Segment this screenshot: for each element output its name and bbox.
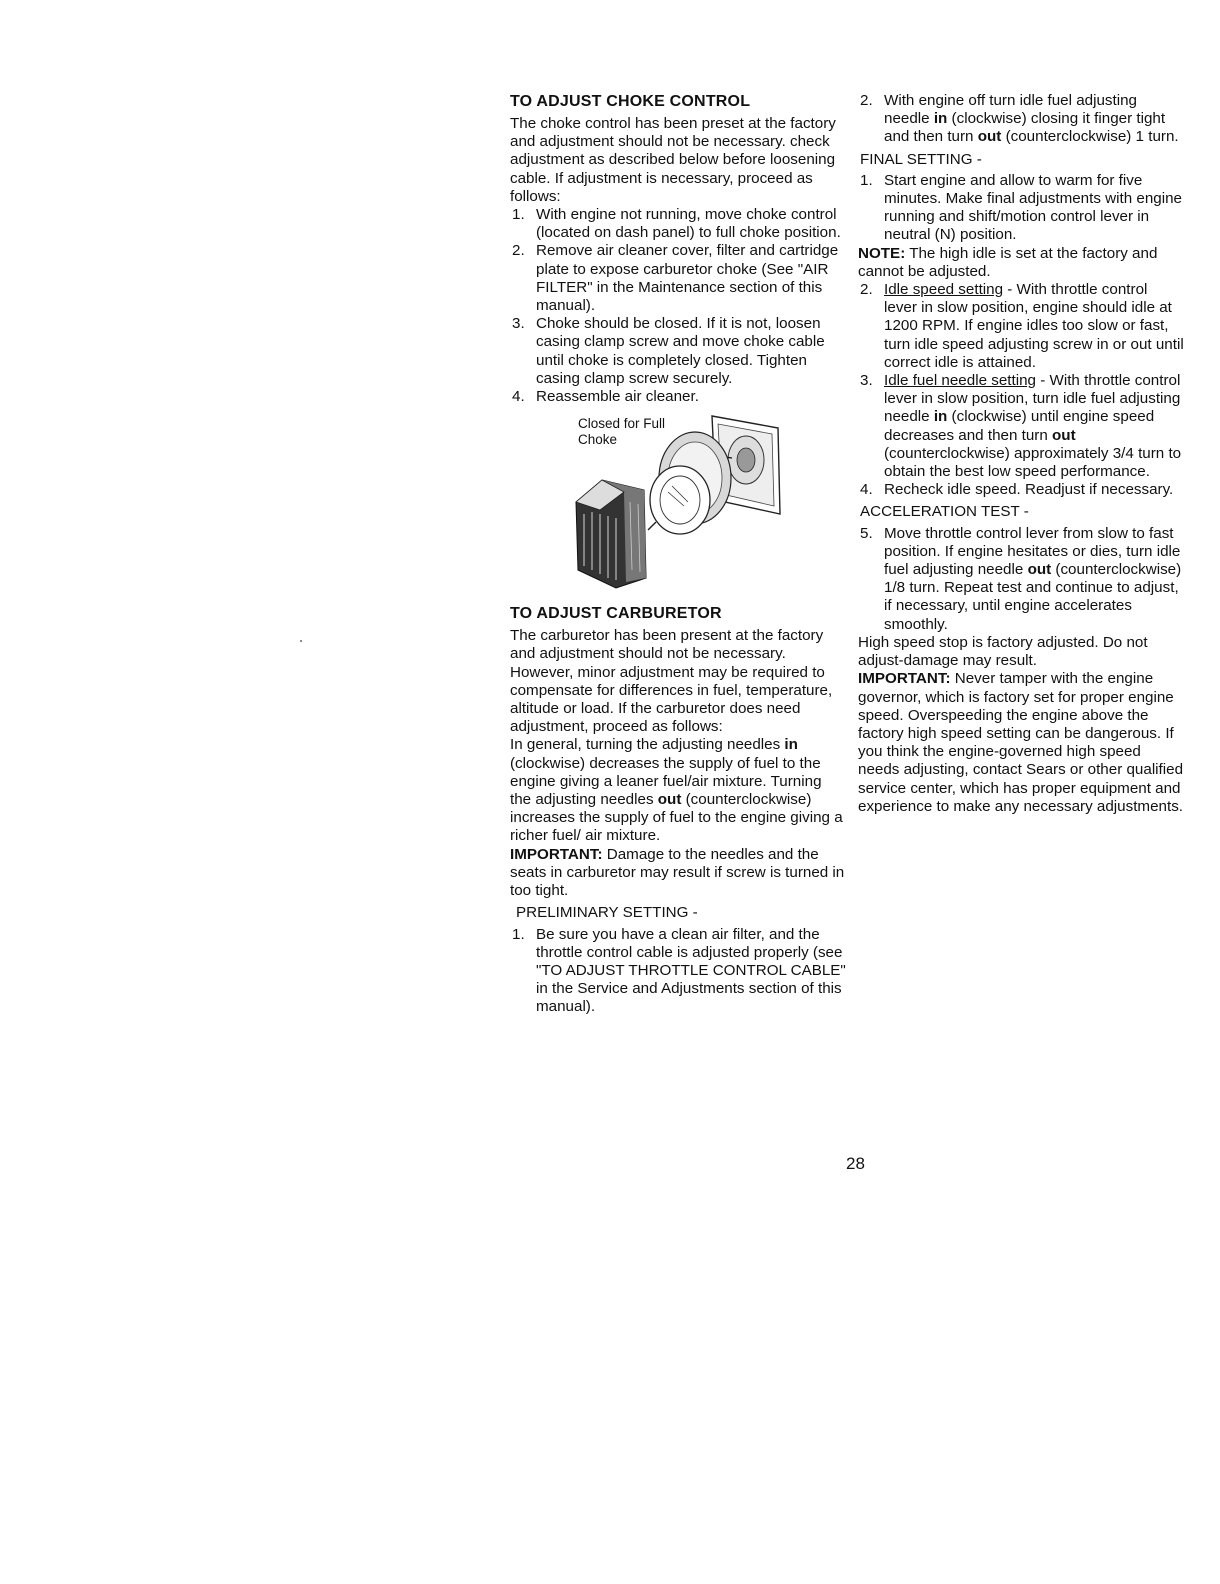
choke-intro: The choke control has been preset at the factory and adjustment should not be necessary. check adjustment as described below before loosening cable. If adjustment is necessary, proceed as follows: [510,115,836,205]
acceleration-step-5: 5. Move throttle control lever from slow to fast position. If engine hesitates or dies, turn idle fuel adjusting needle out (counterclockwise) 1/8 turn. Repeat test and continue to adjust, if necessary, until engine accelerates smoothly. [860,524,1182,633]
final-steps [858,172,1184,245]
acceleration-steps [858,525,1184,634]
air-cleaner-illustration [560,410,800,598]
preliminary-step-2: 2. With engine off turn idle fuel adjusting needle in (clockwise) closing it finger tight and then turn out (counterclockwise) 1 turn. [860,92,1179,146]
acceleration-heading: ACCELERATION TEST - [860,503,1029,521]
carburetor-general: In general, turning the adjusting needles in (clockwise) decreases the supply of fuel to the engine giving a leaner fuel/air mixture. Turning the adjusting needles out (counterclockwise) increases the supply of fuel to the engine giving a richer fuel/ air mixture. [510,736,843,845]
choke-step-1: 1. With engine not running, move choke control (located on dash panel) to full choke position. [512,206,841,242]
choke-step-2: 2. Remove air cleaner cover, filter and cartridge plate to expose carburetor choke (See "AIR FILTER" in the Maintenance section of this manual). [512,242,839,315]
preliminary-steps-continued [858,92,1184,147]
air-cleaner-figure [510,410,846,598]
final-step-2: 2. Idle speed setting - With throttle control lever in slow position, engine should idle at 1200 RPM. If engine idles too slow or fast, turn idle speed adjusting screw in or out until correct idle is attained. [860,281,1184,371]
right-column [858,92,1184,816]
preliminary-heading: PRELIMINARY SETTING - [516,904,698,922]
final-steps-continued [858,281,1184,499]
choke-steps [510,206,846,406]
page-number: 28 [846,1154,865,1173]
carburetor-important: IMPORTANT: Damage to the needles and the seats in carburetor may result if screw is turned in too tight. [510,845,845,900]
preliminary-step-1: 1. Be sure you have a clean air filter, and the throttle control cable is adjusted properly (see "TO ADJUST THROTTLE CONTROL CABLE" in the Service and Adjustments section of this manual). [512,925,846,1016]
left-column [510,92,846,1017]
governor-important: IMPORTANT: Never tamper with the engine governor, which is factory set for proper engine speed. Overspeeding the engine above the factory high speed setting can be dangerous. If you think the engine-governed high speed needs adjusting, contact Sears or other qualified service center, which has proper equipment and experience to make any necessary adjustments. [858,670,1184,815]
final-step-4: 4. Recheck idle speed. Readjust if necessary. [860,481,1174,499]
carburetor-intro: The carburetor has been present at the factory and adjustment should not be necessary. However, minor adjustment may be required to compensate for differences in fuel, temperature, altitude or load. If the carburetor does need adjustment, proceed as follows: [510,627,833,736]
choke-step-4: 4. Reassemble air cleaner. [512,388,699,406]
final-step-3: 3. Idle fuel needle setting - With throttle control lever in slow position, turn idle fuel adjusting needle in (clockwise) until engine speed decreases and then turn out (counterclockwise) approximately 3/4 turn to obtain the best low speed performance. [860,372,1182,481]
note: NOTE: The high idle is set at the factory and cannot be adjusted. [858,244,1158,280]
final-setting-heading: FINAL SETTING - [860,150,982,168]
choke-step-3: 3. Choke should be closed. If it is not, loosen casing clamp screw and move choke cable until choke is completely closed. Tighten casing clamp screw securely. [512,315,825,387]
figure-callout: Closed for Full Choke [578,416,666,448]
final-step-1: 1. Start engine and allow to warm for five minutes. Make final adjustments with engine running and shift/motion control lever in neutral (N) position. [860,171,1182,244]
high-speed-note: High speed stop is factory adjusted. Do not adjust-damage may result. [858,633,1148,670]
carburetor-heading: TO ADJUST CARBURETOR [510,605,722,623]
scan-speck [300,640,302,642]
preliminary-steps [510,926,846,1017]
choke-heading: TO ADJUST CHOKE CONTROL [510,93,751,110]
